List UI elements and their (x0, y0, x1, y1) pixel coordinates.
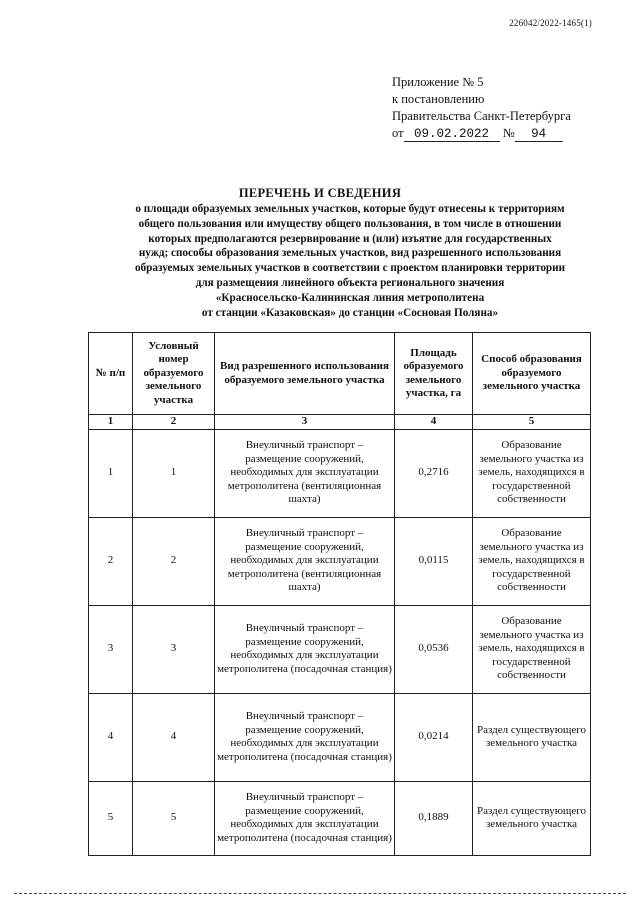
header-permitted-use: Вид разрешенного использования образуемого земельного участка (215, 333, 395, 415)
header-row-number: № п/п (89, 333, 133, 415)
table-row (89, 693, 591, 781)
cell-row-number: 3 (89, 605, 133, 693)
column-number: 1 (89, 415, 133, 430)
subtitle-line: которых предполагаются резервирование и (или) изъятие для государственных (148, 232, 552, 245)
appendix-line-1: Приложение № 5 (392, 75, 484, 89)
cell-permitted-use: Внеуличный транспорт – размещение сооружений, необходимых для эксплуатации метрополитена (вентиляционная шахта) (215, 517, 395, 605)
cell-row-number: 5 (89, 781, 133, 855)
subtitle-line: общего пользования или имуществу общего пользования, в том числе в отношении (138, 217, 562, 230)
cell-formation-method: Раздел существующего земельного участка (473, 693, 591, 781)
column-number: 5 (473, 415, 591, 430)
appendix-line-2: к постановлению (392, 92, 485, 106)
resolution-date: 09.02.2022 (404, 128, 500, 142)
cell-plot-number: 3 (133, 605, 215, 693)
cell-permitted-use: Внеуличный транспорт – размещение сооружений, необходимых для эксплуатации метрополитена (посадочная станция) (215, 605, 395, 693)
column-number: 2 (133, 415, 215, 430)
cell-permitted-use: Внеуличный транспорт – размещение сооружений, необходимых для эксплуатации метрополитена (вентиляционная шахта) (215, 429, 395, 517)
table-row (89, 429, 591, 517)
land-plots-table (88, 332, 591, 856)
column-number: 3 (215, 415, 395, 430)
subtitle-line: образуемых земельных участков в соответствии с проектом планировки территории (134, 262, 566, 275)
document-registration-number: 226042/2022-1465(1) (509, 18, 592, 28)
table-header-row (89, 333, 591, 415)
appendix-block (392, 74, 571, 142)
cell-permitted-use: Внеуличный транспорт – размещение сооружений, необходимых для эксплуатации метрополитена (посадочная станция) (215, 693, 395, 781)
appendix-date-line (392, 125, 571, 142)
cell-area: 0,0536 (395, 605, 473, 693)
header-plot-number: Условный номер образуемого земельного участка (133, 333, 215, 415)
cell-row-number: 2 (89, 517, 133, 605)
table-column-numbers-row (89, 415, 591, 430)
scan-edge-line (14, 893, 626, 894)
table-row (89, 781, 591, 855)
cell-row-number: 4 (89, 693, 133, 781)
cell-area: 0,2716 (395, 429, 473, 517)
document-title: ПЕРЕЧЕНЬ И СВЕДЕНИЯ (238, 186, 402, 200)
cell-formation-method: Образование земельного участка из земель, находящихся в государственной собственности (473, 517, 591, 605)
column-number: 4 (395, 415, 473, 430)
document-subtitle (92, 202, 608, 320)
subtitle-line: от станции «Казаковская» до станции «Сосновая Поляна» (201, 306, 499, 319)
table-row (89, 605, 591, 693)
appendix-line-3: Правительства Санкт-Петербурга (392, 109, 571, 123)
cell-area: 0,1889 (395, 781, 473, 855)
cell-permitted-use: Внеуличный транспорт – размещение сооружений, необходимых для эксплуатации метрополитена (посадочная станция) (215, 781, 395, 855)
subtitle-line: для размещения линейного объекта регионального значения (195, 276, 505, 289)
cell-area: 0,0214 (395, 693, 473, 781)
subtitle-line: о площади образуемых земельных участков, которые будут отнесены к территориям (135, 203, 565, 215)
cell-formation-method: Раздел существующего земельного участка (473, 781, 591, 855)
subtitle-line: нужд; способы образования земельных участков, вид разрешенного использования (138, 247, 562, 260)
subtitle-line: «Красносельско-Калининская линия метрополитена (215, 291, 485, 304)
cell-plot-number: 5 (133, 781, 215, 855)
cell-plot-number: 4 (133, 693, 215, 781)
cell-formation-method: Образование земельного участка из земель, находящихся в государственной собственности (473, 429, 591, 517)
cell-formation-method: Образование земельного участка из земель, находящихся в государственной собственности (473, 605, 591, 693)
header-area: Площадь образуемого земельного участка, га (395, 333, 473, 415)
table-row (89, 517, 591, 605)
date-prefix: от (392, 126, 404, 140)
resolution-number: 94 (515, 128, 563, 142)
cell-area: 0,0115 (395, 517, 473, 605)
cell-row-number: 1 (89, 429, 133, 517)
number-prefix: № (502, 126, 515, 140)
cell-plot-number: 1 (133, 429, 215, 517)
header-formation-method: Способ образования образуемого земельного участка (473, 333, 591, 415)
cell-plot-number: 2 (133, 517, 215, 605)
